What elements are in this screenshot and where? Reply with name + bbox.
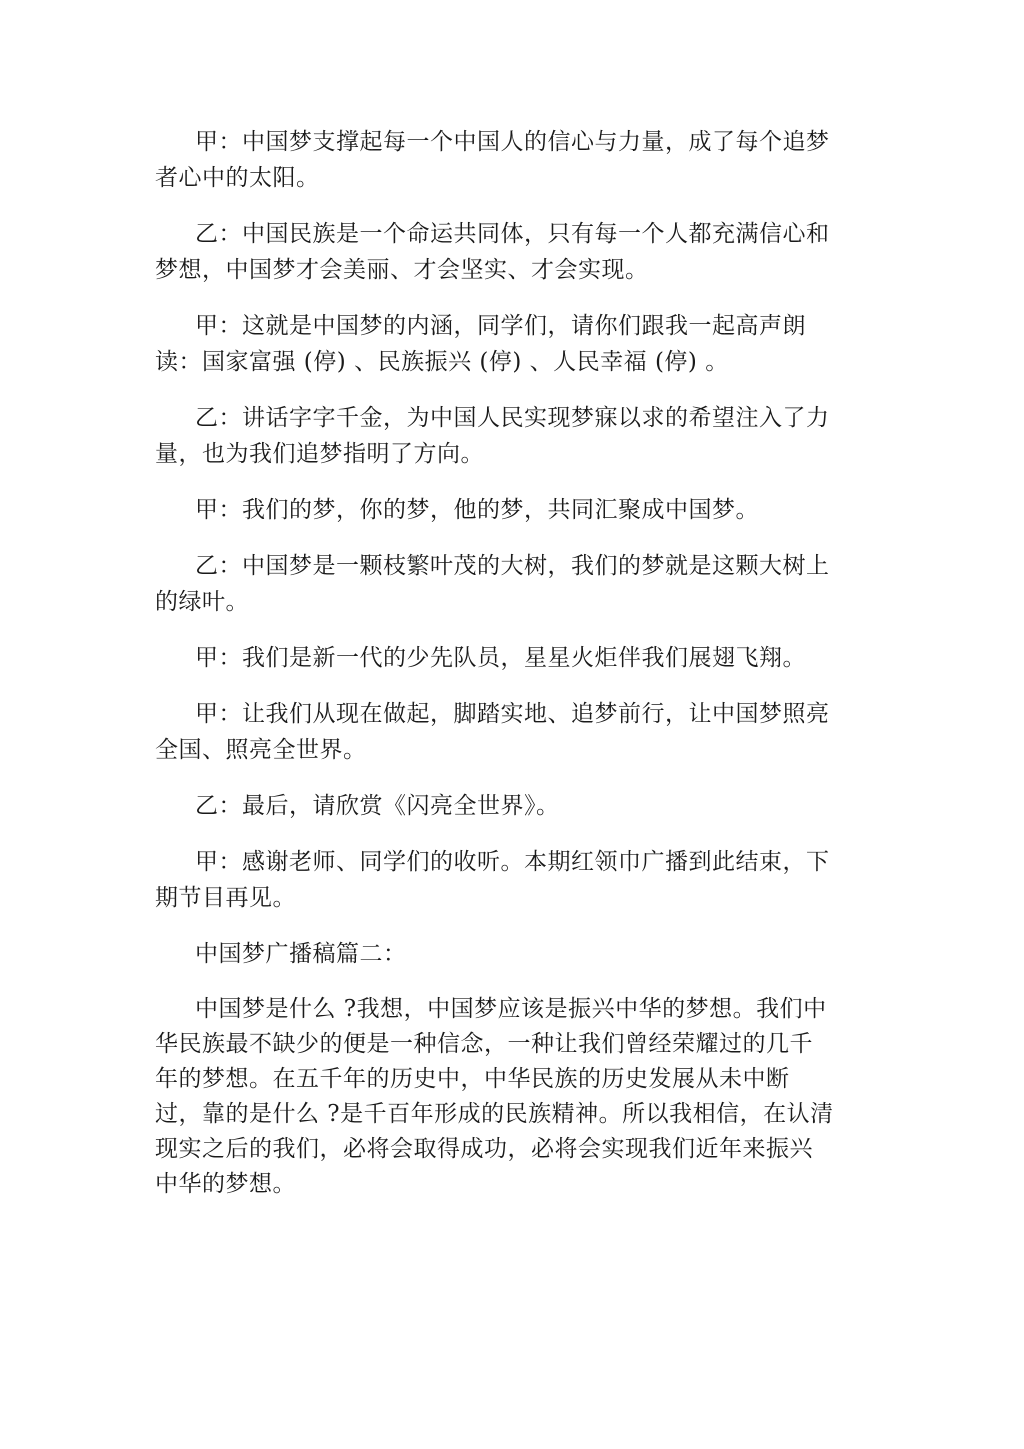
paragraph-3: 甲：这就是中国梦的内涵，同学们，请你们跟我一起高声朗读：国家富强 (停) 、民族振兴 (停) 、人民幸福 (停) 。	[155, 313, 806, 375]
paragraph-5: 甲：我们的梦，你的梦，他的梦，共同汇聚成中国梦。	[195, 497, 759, 523]
paragraph-1: 甲：中国梦支撑起每一个中国人的信心与力量，成了每个追梦者心中的太阳。	[155, 129, 830, 191]
paragraph-9: 乙：最后，请欣赏《闪亮全世界》。	[195, 793, 560, 819]
paragraph-2: 乙：中国民族是一个命运共同体，只有每一个人都充满信心和梦想，中国梦才会美丽、才会坚实、才会实现。	[155, 221, 830, 283]
paragraph-8: 甲：让我们从现在做起，脚踏实地、追梦前行，让中国梦照亮全国、照亮全世界。	[155, 701, 830, 763]
paragraph-6: 乙：中国梦是一颗枝繁叶茂的大树，我们的梦就是这颗大树上的绿叶。	[155, 553, 830, 615]
paragraph-7: 甲：我们是新一代的少先队员，星星火炬伴我们展翅飞翔。	[195, 645, 806, 671]
section-heading: 中国梦广播稿篇二：	[195, 941, 407, 967]
paragraph-12: 中国梦是什么 ?我想，中国梦应该是振兴中华的梦想。我们中华民族最不缺少的便是一种信念，一种让我们曾经荣耀过的几千年的梦想。在五千年的历史中，中华民族的历史发展从未中断过，靠的是什么 ?是千百年形成的民族精神。所以我相信，在认清现实之后的我们，必将会取得成功，必将会实现我们近年来振兴中华的梦想。	[155, 996, 834, 1197]
document-page	[155, 124, 835, 1222]
paragraph-4: 乙：讲话字字千金，为中国人民实现梦寐以求的希望注入了力量，也为我们追梦指明了方向。	[155, 405, 830, 467]
paragraph-10: 甲：感谢老师、同学们的收听。本期红领巾广播到此结束，下期节目再见。	[155, 849, 830, 911]
